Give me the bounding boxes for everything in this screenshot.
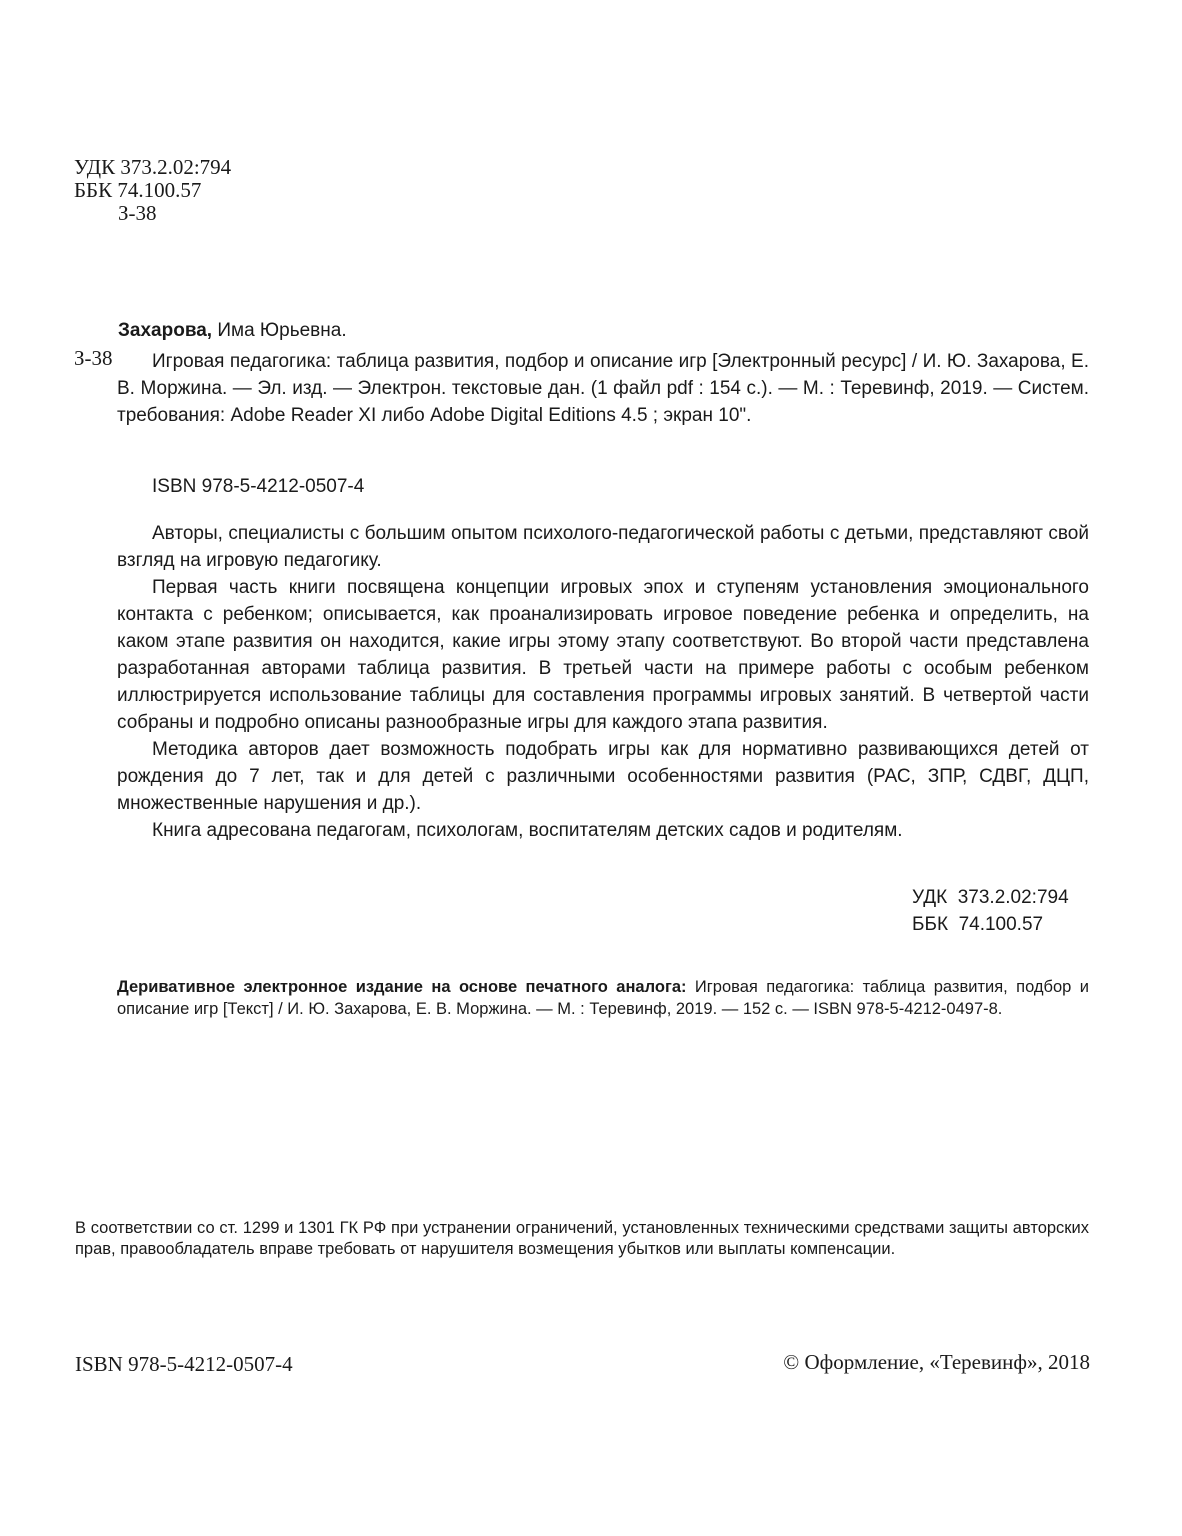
author-sign: З-38 (118, 201, 157, 225)
bibliographic-description (117, 348, 1089, 429)
author-given-name: Има Юрьевна. (212, 320, 347, 341)
derivative-label: Деривативное электронное издание на основе печатного аналога: (117, 978, 687, 996)
annotation-paragraph: Методика авторов дает возможность подобрать игры как для нормативно развивающихся детей от рождения до 7 лет, так и для детей с различными особенностями развития (РАС, ЗПР, СДВГ, ДЦП, множественные нарушения и др.). (117, 739, 1089, 814)
classification-right (912, 884, 1069, 938)
record-isbn: ISBN 978-5-4212-0507-4 (152, 476, 365, 497)
legal-notice: В соответствии со ст. 1299 и 1301 ГК РФ при устранении ограничений, установленных техническими средствами защиты авторских прав, правообладатель вправе требовать от нарушителя возмещения убытков или выплаты компенсации. (75, 1219, 1089, 1258)
annotation (117, 520, 1089, 844)
udk-code-right: УДК 373.2.02:794 (912, 887, 1069, 908)
bbk-code-right: ББК 74.100.57 (912, 914, 1044, 935)
record-author-sign: З-38 (74, 346, 113, 370)
derivative-edition-note (117, 976, 1089, 1020)
derivative-details: Игровая педагогика: таблица развития, подбор и описание игр [Текст] / И. Ю. Захарова, Е. В. Моржина. — М. : Теревинф, 2019. — 152 с. — ISBN 978-5-4212-0497-8. (117, 978, 1089, 1018)
bbk-code: ББК 74.100.57 (74, 178, 202, 202)
record-author (118, 320, 347, 342)
udk-code: УДК 373.2.02:794 (74, 155, 232, 179)
annotation-paragraph: Авторы, специалисты с большим опытом психолого-педагогической работы с детьми, представляют свой взгляд на игровую педагогику. (117, 523, 1089, 571)
footer-isbn: ISBN 978-5-4212-0507-4 (75, 1352, 293, 1376)
author-surname: Захарова, (118, 320, 213, 341)
annotation-paragraph: Книга адресована педагогам, психологам, воспитателям детских садов и родителям. (152, 820, 903, 841)
annotation-paragraph: Первая часть книги посвящена концепции игровых эпох и ступеням установления эмоционального контакта с ребенком; описывается, как проанализировать игровое поведение ребенка и определить, на каком этапе развития он находится, какие игры этому этапу соответствуют. Во второй части представлена разработанная авторами таблица развития. В третьей части на примере работы с особым ребенком иллюстрируется использование таблицы для составления программы игровых занятий. В четвертой части собраны и подробно описаны разнообразные игры для каждого этапа развития. (117, 577, 1089, 733)
footer-copyright: © Оформление, «Теревинф», 2018 (783, 1350, 1090, 1374)
description-text: Игровая педагогика: таблица развития, подбор и описание игр [Электронный ресурс] / И. Ю. Захарова, Е. В. Моржина. — Эл. изд. — Электрон. текстовые дан. (1 файл pdf : 154 с.). — М. : Теревинф, 2019. — Систем. требования: Adobe Reader XI либо Adobe Digital Editions 4.5 ; экран 10". (117, 351, 1089, 426)
classification-block (74, 156, 231, 225)
